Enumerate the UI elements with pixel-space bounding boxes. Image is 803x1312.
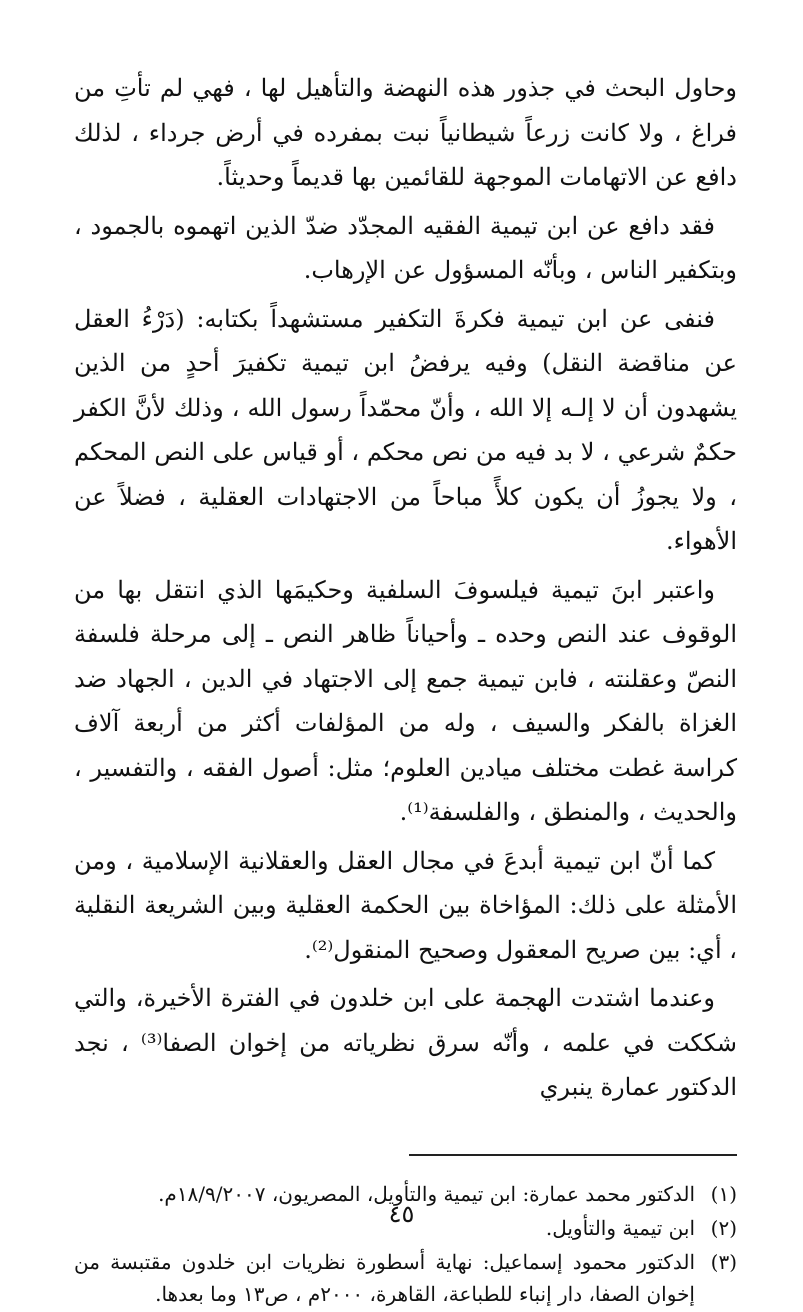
paragraph: وعندما اشتدت الهجمة على ابن خلدون في الفترة الأخيرة، والتي شككت في علمه ، وأنّه سرق نظرياته من إخوان الصفا⁽³⁾ ، نجد الدكتور عمارة ينبري [74, 984, 737, 1101]
footnote-separator [409, 1154, 737, 1156]
paragraph: فقد دافع عن ابن تيمية الفقيه المجدّد ضدّ الذين اتهموه بالجمود ، وبتكفير الناس ، وبأنّه المسؤول عن الإرهاب. [74, 211, 737, 284]
footnote-number: (١) [710, 1181, 737, 1206]
paragraph: كما أنّ ابن تيمية أبدعَ في مجال العقل والعقلانية الإسلامية ، ومن الأمثلة على ذلك: المؤاخاة بين الحكمة العقلية وبين الشريعة النقلية ، أي: بين صريح المعقول وصحيح المنقول⁽²⁾. [74, 846, 737, 964]
footnote-number: (٣) [710, 1249, 737, 1274]
footnote [74, 1246, 737, 1310]
footnote-text: الدكتور محمد عمارة: ابن تيمية والتأويل، المصريون، ١٨/٩/٢٠٠٧م. [158, 1181, 695, 1206]
paragraph: وحاول البحث في جذور هذه النهضة والتأهيل لها ، فهي لم تأتِ من فراغ ، ولا كانت زرعاً شيطانياً نبت بمفرده في أرض جرداء ، لذلك دافع عن الاتهامات الموجهة للقائمين بها قديماً وحديثاً. [74, 74, 737, 191]
footnote-text: الدكتور محمود إسماعيل: نهاية أسطورة نظريات ابن خلدون مقتبسة من إخوان الصفا، دار إنباء للطباعة، القاهرة، ٢٠٠٠م ، ص١٣ وما بعدها. [74, 1249, 695, 1306]
footnote-number: (٢) [710, 1215, 737, 1240]
footnote-text: ابن تيمية والتأويل. [545, 1215, 695, 1240]
paragraph: واعتبر ابنَ تيمية فيلسوفَ السلفية وحكيمَها الذي انتقل بها من الوقوف عند النص وحده ـ وأحياناً ظاهر النص ـ إلى مرحلة فلسفة النصّ وعقلنته ، فابن تيمية جمع إلى الاجتهاد في الدين ، الجهاد ضد الغزاة بالفكر والسيف ، وله من المؤلفات أكثر من أربعة آلاف كراسة غطت مختلف ميادين العلوم؛ مثل: أصول الفقه ، والتفسير ، والحديث ، والمنطق ، والفلسفة⁽¹⁾. [74, 575, 737, 826]
footnotes [74, 1178, 737, 1310]
page-number: ٤٥ [388, 1200, 415, 1228]
book-page [74, 66, 737, 1312]
paragraph: فنفى عن ابن تيمية فكرةَ التكفير مستشهداً بكتابه: (دَرْءُ العقل عن مناقضة النقل) وفيه يرفضُ ابن تيمية تكفيرَ أحدٍ من الذين يشهدون أن لا إلـه إلا الله ، وأنّ محمّداً رسول الله ، وذلك لأنَّ الكفر حكمٌ شرعي ، لا بد فيه من نص محكم ، أو قياس على النص المحكم ، ولا يجوزُ أن يكون كلأً مباحاً من الاجتهادات العقلية ، فضلاً عن الأهواء. [74, 304, 737, 555]
body-text [74, 66, 737, 1110]
